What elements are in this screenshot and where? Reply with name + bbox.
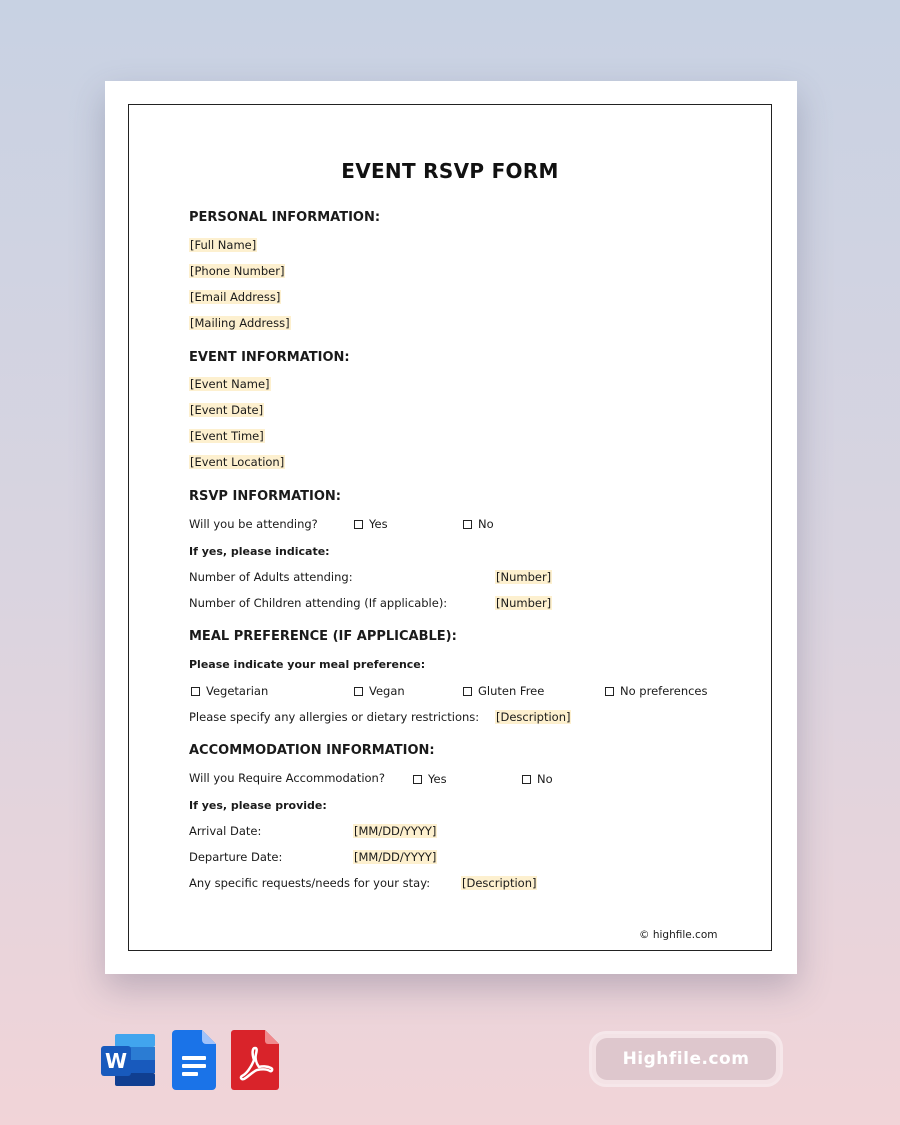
checkbox-icon [191, 687, 200, 696]
checkbox-icon [463, 520, 472, 529]
accommodation-provide-label: If yes, please provide: [189, 799, 327, 812]
event-info-heading: EVENT INFORMATION: [189, 350, 350, 365]
allergies-label: Please specify any allergies or dietary restrictions: [189, 710, 480, 724]
departure-date-field[interactable]: [MM/DD/YYYY] [354, 850, 437, 864]
rsvp-indicate-label: If yes, please indicate: [189, 545, 330, 558]
vegan-checkbox[interactable]: Vegan [354, 684, 405, 699]
event-date-field[interactable]: [Event Date] [190, 403, 264, 417]
checkbox-icon [605, 687, 614, 696]
attending-no-checkbox[interactable]: No [463, 517, 494, 532]
vegetarian-checkbox[interactable]: Vegetarian [191, 684, 268, 699]
arrival-date-field[interactable]: [MM/DD/YYYY] [354, 824, 437, 838]
accommodation-no-checkbox[interactable]: No [522, 772, 553, 787]
allergies-description-field[interactable]: [Description] [496, 710, 571, 724]
checkbox-icon [463, 687, 472, 696]
departure-date-label: Departure Date: [189, 850, 283, 864]
email-address-field[interactable]: [Email Address] [190, 290, 281, 304]
svg-text:W: W [104, 1049, 128, 1073]
accommodation-yes-checkbox[interactable]: Yes [413, 772, 447, 787]
brand-badge[interactable] [592, 1034, 780, 1084]
adobe-pdf-icon[interactable] [231, 1030, 279, 1090]
accommodation-info-heading: ACCOMMODATION INFORMATION: [189, 743, 435, 758]
google-docs-icon[interactable] [172, 1030, 216, 1090]
event-time-field[interactable]: [Event Time] [190, 429, 264, 443]
full-name-field[interactable]: [Full Name] [190, 238, 257, 252]
checkbox-icon [413, 775, 422, 784]
meal-preference-heading: MEAL PREFERENCE (IF APPLICABLE): [189, 629, 457, 644]
children-number-field[interactable]: [Number] [496, 596, 552, 610]
checkbox-icon [354, 520, 363, 529]
checkbox-icon [522, 775, 531, 784]
gluten-free-checkbox[interactable]: Gluten Free [463, 684, 544, 699]
document-page [105, 81, 797, 974]
no-preferences-checkbox[interactable]: No preferences [605, 684, 708, 699]
adults-label: Number of Adults attending: [189, 570, 353, 584]
accommodation-question: Will you Require Accommodation? [189, 771, 385, 785]
event-location-field[interactable]: [Event Location] [190, 455, 285, 469]
phone-number-field[interactable]: [Phone Number] [190, 264, 285, 278]
personal-info-heading: PERSONAL INFORMATION: [189, 210, 381, 225]
event-name-field[interactable]: [Event Name] [190, 377, 270, 391]
attending-question: Will you be attending? [189, 517, 318, 531]
brand-label: Highfile.com [596, 1038, 776, 1080]
rsvp-info-heading: RSVP INFORMATION: [189, 489, 341, 504]
requests-description-field[interactable]: [Description] [462, 876, 537, 890]
document-border [128, 104, 772, 951]
microsoft-word-icon[interactable] [101, 1030, 157, 1090]
children-label: Number of Children attending (If applicable): [189, 596, 448, 610]
document-title: EVENT RSVP FORM [341, 159, 559, 183]
adults-number-field[interactable]: [Number] [496, 570, 552, 584]
requests-label: Any specific requests/needs for your stay: [189, 876, 431, 890]
checkbox-icon [354, 687, 363, 696]
meal-indicate-label: Please indicate your meal preference: [189, 658, 426, 671]
mailing-address-field[interactable]: [Mailing Address] [190, 316, 290, 330]
arrival-date-label: Arrival Date: [189, 824, 262, 838]
copyright-notice: © highfile.com [639, 929, 718, 941]
attending-yes-checkbox[interactable]: Yes [354, 517, 388, 532]
